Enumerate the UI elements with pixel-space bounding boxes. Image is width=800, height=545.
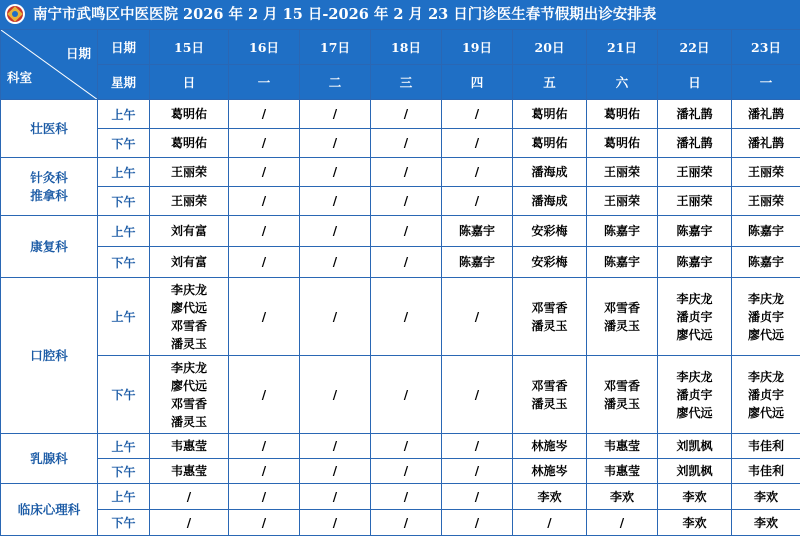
doctor-cell [513, 434, 587, 459]
doctor-cell [229, 187, 300, 216]
doctor-cell [732, 434, 800, 459]
doctor-name: / [332, 136, 338, 150]
department-name: 壮医科 [30, 120, 68, 136]
doctor-name: 刘有富 [170, 224, 207, 238]
doctor-cell [300, 129, 371, 158]
department-cell [1, 216, 98, 278]
doctor-name: 李庆龙 [747, 291, 784, 306]
doctor-name: 林施岑 [531, 464, 568, 478]
doctor-cell [587, 100, 658, 129]
doctor-name: / [261, 464, 267, 478]
doctor-name: / [474, 165, 480, 179]
doctor-cell [513, 158, 587, 187]
doctor-cell [300, 459, 371, 484]
title-bar [0, 0, 800, 29]
doctor-name: 韦惠莹 [170, 439, 207, 453]
doctor-name: / [403, 515, 409, 530]
doctor-cell [300, 356, 371, 434]
weekday-header-9: 一 [732, 65, 800, 100]
doctor-name: 李庆龙 [747, 369, 784, 384]
doctor-name: 王丽荣 [170, 194, 207, 208]
doctor-name: 李欢 [753, 515, 778, 530]
doctor-name: 廖代远 [747, 405, 784, 420]
doctor-name: 葛明佑 [531, 136, 568, 150]
doctor-name: / [547, 515, 552, 530]
doctor-cell [442, 356, 513, 434]
doctor-name: 潘礼鹊 [676, 136, 713, 150]
doctor-cell [513, 459, 587, 484]
doctor-cell [658, 484, 732, 510]
doctor-name: 王丽荣 [603, 194, 640, 208]
doctor-name: 李欢 [753, 489, 778, 504]
doctor-name: 李庆龙 [676, 291, 713, 306]
doctor-name: / [261, 165, 267, 179]
doctor-name: 陈嘉宇 [603, 224, 640, 238]
department-cell [1, 434, 98, 484]
doctor-cell [513, 247, 587, 278]
table-row [1, 247, 800, 278]
doctor-name: / [186, 515, 192, 530]
doctor-cell [658, 510, 732, 536]
doctor-cell [587, 158, 658, 187]
doctor-name: 潘贞宇 [676, 309, 713, 324]
doctor-cell [371, 484, 442, 510]
doctor-cell [229, 247, 300, 278]
doctor-cell [513, 278, 587, 356]
doctor-cell [587, 247, 658, 278]
doctor-cell [513, 187, 587, 216]
doctor-name: / [474, 439, 480, 453]
doctor-cell [442, 129, 513, 158]
doctor-cell [732, 356, 800, 434]
doctor-cell [442, 100, 513, 129]
table-row [1, 100, 800, 129]
doctor-name: 王丽荣 [676, 165, 713, 179]
doctor-name: 葛明佑 [531, 107, 568, 121]
doctor-cell [658, 100, 732, 129]
doctor-cell [442, 158, 513, 187]
doctor-name: / [474, 515, 480, 530]
doctor-cell [150, 187, 229, 216]
doctor-cell [587, 187, 658, 216]
doctor-cell [658, 187, 732, 216]
doctor-name: 李庆龙 [170, 282, 207, 297]
doctor-name: 潘贞宇 [747, 387, 784, 402]
doctor-cell [658, 434, 732, 459]
doctor-name: 李庆龙 [676, 369, 713, 384]
session-cell: 下午 [98, 356, 150, 434]
doctor-cell [150, 459, 229, 484]
doctor-cell [732, 247, 800, 278]
doctor-name: 廖代远 [676, 327, 713, 342]
doctor-cell [587, 278, 658, 356]
doctor-cell [150, 356, 229, 434]
doctor-name: 廖代远 [747, 327, 784, 342]
department-name: 临床心理科 [17, 501, 81, 517]
doctor-name: 刘凯枫 [676, 464, 713, 478]
doctor-cell [513, 356, 587, 434]
doctor-cell [371, 129, 442, 158]
department-cell [1, 158, 98, 216]
doctor-name: 韦惠莹 [170, 464, 207, 478]
doctor-name: / [403, 224, 409, 238]
doctor-name: 葛明佑 [603, 136, 640, 150]
doctor-cell [732, 484, 800, 510]
doctor-cell [371, 100, 442, 129]
doctor-name: 韦佳利 [747, 464, 784, 478]
doctor-name: 潘灵玉 [531, 318, 568, 333]
doctor-name: 李庆龙 [170, 360, 207, 375]
doctor-name: 韦惠莹 [603, 439, 640, 453]
doctor-cell [371, 459, 442, 484]
doctor-name: / [474, 387, 480, 402]
doctor-cell [300, 187, 371, 216]
doctor-cell [150, 510, 229, 536]
doctor-name: 林施岑 [531, 439, 568, 453]
doctor-cell [300, 510, 371, 536]
date-row-label: 日期 [98, 30, 150, 65]
doctor-cell [150, 100, 229, 129]
weekday-row-label: 星期 [98, 65, 150, 100]
doctor-cell [658, 216, 732, 247]
table-row [1, 216, 800, 247]
doctor-name: 陈嘉宇 [676, 224, 713, 238]
doctor-cell [442, 216, 513, 247]
session-cell: 上午 [98, 216, 150, 247]
department-name: 针灸科 [30, 169, 68, 185]
doctor-name: / [261, 255, 267, 269]
date-header-4: 18日 [371, 30, 442, 65]
doctor-cell [513, 484, 587, 510]
doctor-name: 陈嘉宇 [458, 255, 495, 269]
doctor-name: 潘礼鹊 [676, 107, 713, 121]
doctor-cell [371, 356, 442, 434]
doctor-cell [587, 129, 658, 158]
doctor-name: 潘灵玉 [170, 414, 207, 429]
table-row [1, 187, 800, 216]
doctor-cell [442, 434, 513, 459]
doctor-cell [658, 459, 732, 484]
doctor-cell [229, 100, 300, 129]
doctor-name: 李欢 [682, 515, 707, 530]
doctor-name: / [332, 439, 338, 453]
doctor-name: 廖代远 [170, 300, 207, 315]
doctor-cell [371, 278, 442, 356]
doctor-name: / [261, 439, 267, 453]
session-cell: 上午 [98, 158, 150, 187]
doctor-cell [513, 129, 587, 158]
doctor-name: / [403, 387, 409, 402]
doctor-name: 王丽荣 [170, 165, 207, 179]
doctor-name: 王丽荣 [747, 165, 784, 179]
doctor-cell [587, 484, 658, 510]
doctor-name: / [261, 107, 267, 121]
session-cell: 下午 [98, 187, 150, 216]
doctor-name: / [332, 165, 338, 179]
doctor-name: / [403, 439, 409, 453]
doctor-cell [587, 356, 658, 434]
doctor-cell [229, 434, 300, 459]
table-row [1, 459, 800, 484]
date-header-9: 23日 [732, 30, 800, 65]
doctor-name: / [332, 387, 338, 402]
session-cell: 下午 [98, 247, 150, 278]
doctor-cell [150, 278, 229, 356]
corner-dept-label: 科室 [7, 70, 33, 85]
doctor-name: / [332, 464, 338, 478]
doctor-name: / [403, 165, 409, 179]
session-cell: 下午 [98, 129, 150, 158]
doctor-cell [732, 100, 800, 129]
doctor-cell [300, 434, 371, 459]
session-cell: 上午 [98, 434, 150, 459]
doctor-name: / [474, 136, 480, 150]
doctor-cell [658, 247, 732, 278]
doctor-cell [229, 216, 300, 247]
doctor-name: 安彩梅 [531, 224, 568, 238]
weekday-header-3: 二 [300, 65, 371, 100]
doctor-name: 葛明佑 [170, 136, 207, 150]
doctor-name: 邓雪香 [603, 378, 640, 393]
doctor-name: / [332, 515, 338, 530]
doctor-cell [150, 158, 229, 187]
doctor-name: 潘灵玉 [603, 396, 640, 411]
doctor-cell [658, 356, 732, 434]
doctor-cell [513, 100, 587, 129]
doctor-name: / [261, 194, 267, 208]
table-row [1, 356, 800, 434]
schedule-table [0, 29, 800, 536]
doctor-cell [300, 216, 371, 247]
date-header-2: 16日 [229, 30, 300, 65]
weekday-header-4: 三 [371, 65, 442, 100]
doctor-cell [300, 247, 371, 278]
doctor-cell [442, 278, 513, 356]
doctor-name: 韦惠莹 [603, 464, 640, 478]
session-cell: 上午 [98, 278, 150, 356]
doctor-name: 邓雪香 [170, 396, 207, 411]
weekday-header-1: 日 [150, 65, 229, 100]
doctor-cell [371, 434, 442, 459]
doctor-name: 葛明佑 [603, 107, 640, 121]
doctor-cell [150, 216, 229, 247]
doctor-cell [732, 187, 800, 216]
department-cell [1, 278, 98, 434]
doctor-name: 王丽荣 [603, 165, 640, 179]
doctor-name: / [403, 194, 409, 208]
doctor-cell [371, 510, 442, 536]
doctor-name: 邓雪香 [170, 318, 207, 333]
department-cell [1, 100, 98, 158]
doctor-name: / [474, 464, 480, 478]
doctor-name: 邓雪香 [531, 378, 568, 393]
doctor-name: / [261, 224, 267, 238]
doctor-name: 潘灵玉 [603, 318, 640, 333]
weekday-header-8: 日 [658, 65, 732, 100]
date-header-5: 19日 [442, 30, 513, 65]
doctor-name: 陈嘉宇 [747, 224, 784, 238]
department-cell [1, 484, 98, 536]
doctor-cell [513, 510, 587, 536]
doctor-cell [300, 158, 371, 187]
session-cell: 上午 [98, 484, 150, 510]
doctor-name: / [403, 136, 409, 150]
doctor-name: 李欢 [682, 489, 707, 504]
doctor-name: / [474, 489, 480, 504]
doctor-name: 刘凯枫 [676, 439, 713, 453]
doctor-cell [150, 434, 229, 459]
weekday-header-7: 六 [587, 65, 658, 100]
doctor-name: / [261, 515, 267, 530]
doctor-cell [229, 158, 300, 187]
doctor-cell [371, 187, 442, 216]
doctor-cell [371, 216, 442, 247]
date-header-3: 17日 [300, 30, 371, 65]
doctor-name: / [474, 309, 480, 324]
doctor-name: / [403, 255, 409, 269]
doctor-cell [229, 510, 300, 536]
table-row [1, 129, 800, 158]
doctor-cell [229, 484, 300, 510]
weekday-header-5: 四 [442, 65, 513, 100]
doctor-cell [442, 247, 513, 278]
doctor-name: / [332, 489, 338, 504]
doctor-name: 潘礼鹊 [747, 107, 784, 121]
doctor-cell [371, 247, 442, 278]
doctor-cell [732, 459, 800, 484]
doctor-name: 廖代远 [170, 378, 207, 393]
doctor-name: 邓雪香 [603, 300, 640, 315]
doctor-name: 潘灵玉 [531, 396, 568, 411]
doctor-name: 安彩梅 [531, 255, 568, 269]
doctor-cell [229, 356, 300, 434]
weekday-header-2: 一 [229, 65, 300, 100]
doctor-name: 潘灵玉 [170, 336, 207, 351]
doctor-name: 潘礼鹊 [747, 136, 784, 150]
date-header-7: 21日 [587, 30, 658, 65]
doctor-name: / [332, 107, 338, 121]
doctor-cell [587, 434, 658, 459]
doctor-cell [229, 278, 300, 356]
doctor-name: 潘贞宇 [676, 387, 713, 402]
doctor-name: / [332, 224, 338, 238]
doctor-name: / [261, 387, 267, 402]
doctor-name: 潘海成 [531, 194, 568, 208]
doctor-cell [300, 278, 371, 356]
doctor-cell [658, 129, 732, 158]
doctor-name: / [261, 309, 267, 324]
doctor-cell [150, 247, 229, 278]
doctor-name: 陈嘉宇 [603, 255, 640, 269]
doctor-name: 潘海成 [531, 165, 568, 179]
doctor-name: 王丽荣 [676, 194, 713, 208]
doctor-cell [732, 510, 800, 536]
table-row [1, 510, 800, 536]
department-name: 乳腺科 [30, 450, 68, 466]
doctor-name: / [332, 255, 338, 269]
hospital-logo-icon [4, 3, 26, 25]
doctor-name: / [261, 489, 267, 504]
doctor-cell [442, 187, 513, 216]
doctor-cell [442, 484, 513, 510]
doctor-name: 陈嘉宇 [747, 255, 784, 269]
doctor-cell [587, 510, 658, 536]
session-cell: 上午 [98, 100, 150, 129]
doctor-name: / [474, 107, 480, 121]
doctor-name: 葛明佑 [170, 107, 207, 121]
doctor-name: 韦佳利 [747, 439, 784, 453]
doctor-name: / [261, 136, 267, 150]
doctor-cell [732, 216, 800, 247]
doctor-name: 李欢 [537, 489, 562, 504]
page-title: 南宁市武鸣区中医医院 2026 年 2 月 15 日-2026 年 2 月 23 日门诊医生春节假期出诊安排表 [33, 6, 657, 23]
doctor-name: 王丽荣 [747, 194, 784, 208]
table-row [1, 434, 800, 459]
department-name: 口腔科 [30, 347, 68, 363]
doctor-name: 陈嘉宇 [676, 255, 713, 269]
doctor-cell [150, 484, 229, 510]
doctor-name: / [474, 194, 480, 208]
table-row [1, 484, 800, 510]
date-header-1: 15日 [150, 30, 229, 65]
doctor-name: / [332, 194, 338, 208]
doctor-cell [732, 278, 800, 356]
doctor-cell [300, 100, 371, 129]
doctor-cell [732, 129, 800, 158]
doctor-cell [732, 158, 800, 187]
doctor-name: / [403, 489, 409, 504]
table-row [1, 278, 800, 356]
doctor-name: / [403, 464, 409, 478]
doctor-cell [371, 158, 442, 187]
doctor-name: 李欢 [609, 489, 634, 504]
department-name: 推拿科 [30, 187, 68, 203]
doctor-name: 陈嘉宇 [458, 224, 495, 238]
doctor-cell [513, 216, 587, 247]
doctor-name: 刘有富 [170, 255, 207, 269]
doctor-cell [229, 459, 300, 484]
date-header-6: 20日 [513, 30, 587, 65]
doctor-cell [658, 278, 732, 356]
doctor-name: 邓雪香 [531, 300, 568, 315]
doctor-name: / [332, 309, 338, 324]
doctor-cell [150, 129, 229, 158]
doctor-name: / [403, 309, 409, 324]
session-cell: 下午 [98, 459, 150, 484]
doctor-cell [587, 459, 658, 484]
doctor-name: / [403, 107, 409, 121]
doctor-cell [229, 129, 300, 158]
doctor-name: / [619, 515, 625, 530]
doctor-name: / [186, 489, 192, 504]
table-row [1, 158, 800, 187]
doctor-cell [300, 484, 371, 510]
doctor-cell [658, 158, 732, 187]
doctor-cell [587, 216, 658, 247]
weekday-header-6: 五 [513, 65, 587, 100]
department-name: 康复科 [30, 238, 68, 254]
doctor-cell [442, 459, 513, 484]
session-cell: 下午 [98, 510, 150, 536]
diagonal-divider [1, 30, 98, 100]
corner-date-label: 日期 [65, 46, 91, 61]
doctor-name: 潘贞宇 [747, 309, 784, 324]
header-corner-cell [1, 30, 98, 100]
doctor-name: 廖代远 [676, 405, 713, 420]
doctor-cell [442, 510, 513, 536]
date-header-8: 22日 [658, 30, 732, 65]
